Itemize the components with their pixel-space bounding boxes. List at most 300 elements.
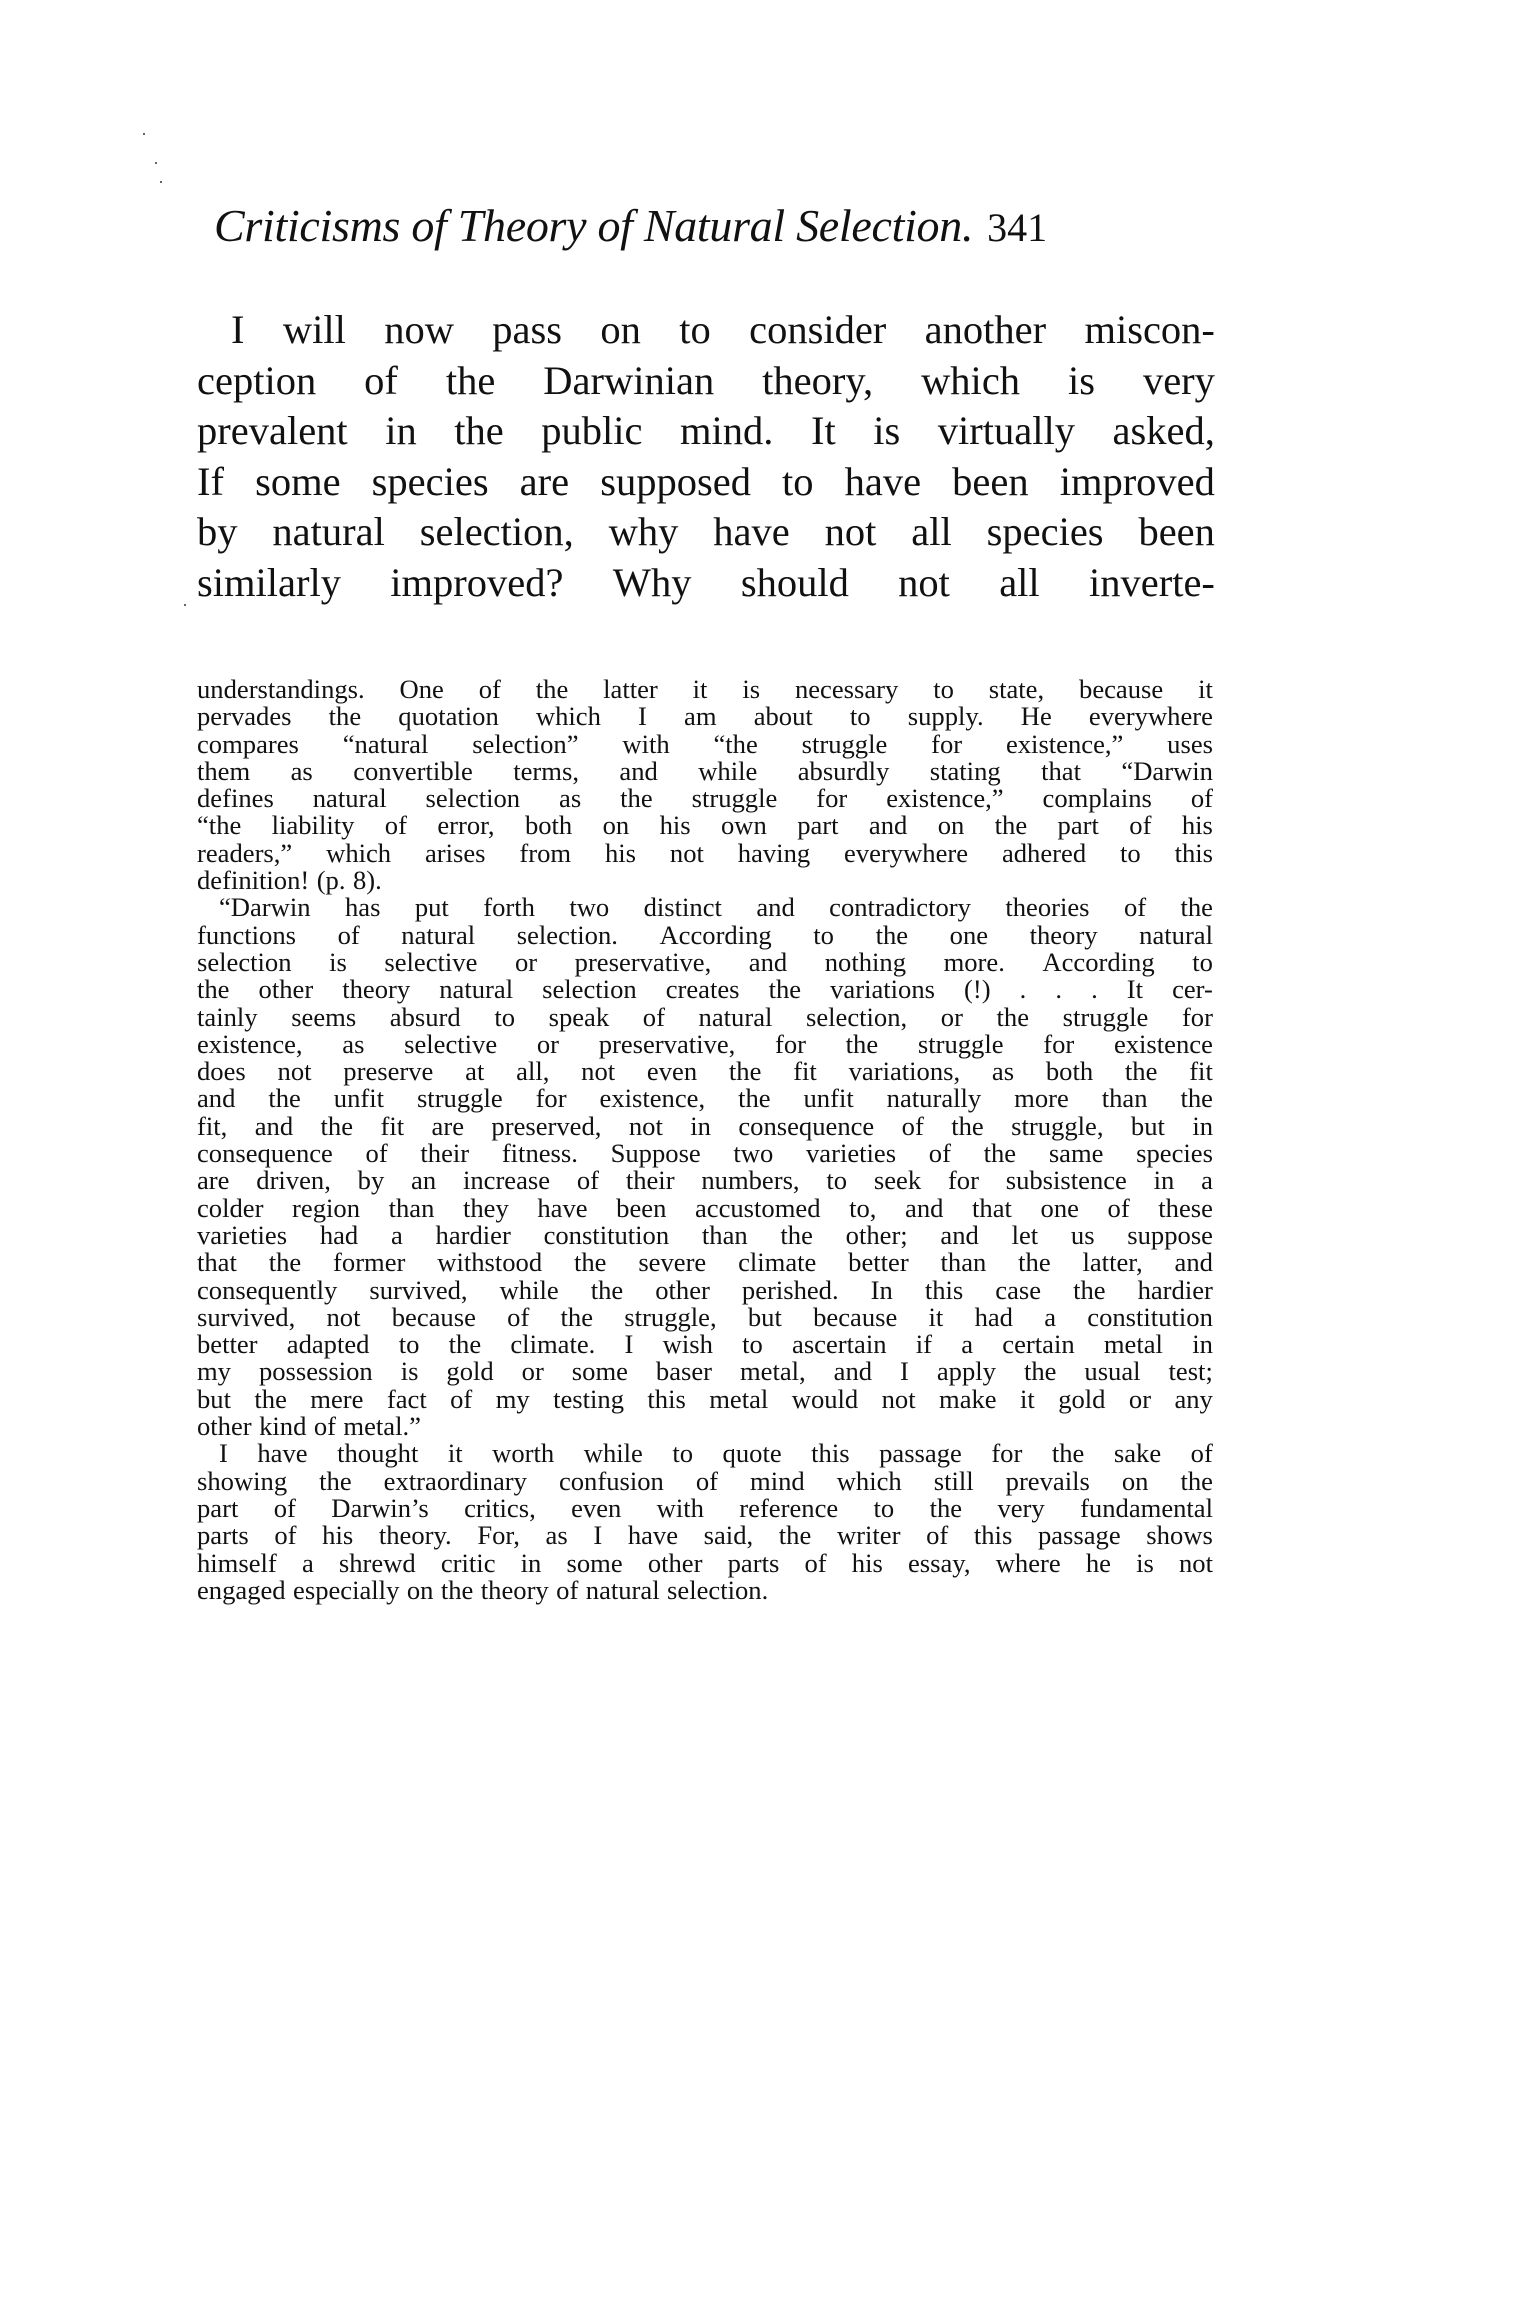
word: is [742,674,761,704]
word: showing [197,1465,288,1496]
word: natural [1139,919,1213,950]
word: their [625,1165,675,1196]
word: the [983,1138,1017,1169]
word: this [973,1520,1013,1551]
running-head [214,196,1214,258]
word: hardier [1137,1274,1213,1305]
word: fit [793,1056,817,1087]
word: but [747,1301,782,1332]
footnote-line [197,837,1213,868]
word: He [1020,701,1052,732]
word: naturally [886,1083,982,1114]
word: better [197,1329,258,1360]
word: have [844,458,922,504]
word: for [931,728,963,759]
word: two [733,1138,774,1169]
word: not [669,837,704,868]
word: and [254,1110,294,1141]
word: case [995,1274,1042,1305]
word: the [929,1492,963,1523]
footnote-line [197,1058,1213,1085]
word: on [600,307,641,352]
word: nothing [824,946,907,977]
footnote-line [197,1413,1213,1440]
word: the [1180,892,1213,923]
word: better [848,1247,909,1278]
word: perished. [741,1274,839,1305]
word: seems [291,1001,357,1032]
word: the [1180,1083,1213,1114]
word: variations, [848,1056,961,1087]
word: the [1051,1438,1085,1469]
word: sake [1113,1438,1162,1469]
word: very [1142,357,1215,403]
word: himself [197,1547,277,1578]
word: (p. [316,865,346,896]
word: functions [197,919,296,950]
word: absurd [389,1001,461,1032]
word: gold [446,1356,494,1387]
word: critics, [464,1492,536,1523]
word: it [447,1438,463,1469]
word: this [924,1274,964,1305]
word: subsistence [1005,1165,1127,1196]
word: to [679,307,711,352]
word: of [642,1001,665,1032]
word: to, [849,1192,877,1223]
word: especially [293,1574,400,1605]
word: other; [845,1219,908,1250]
word: colder [197,1192,264,1223]
word: said, [703,1520,754,1551]
word: struggle, [624,1301,717,1332]
word: have [627,1520,679,1551]
word: prevails [1005,1465,1090,1496]
word: selective [384,946,478,977]
word: According [659,919,772,950]
word: metal, [739,1356,806,1387]
word: should [740,559,849,605]
word: which [921,357,1021,403]
word: all [911,509,952,555]
footnote-line [197,919,1213,950]
word: more [1014,1083,1069,1114]
word: definition! [197,865,310,896]
word: the [445,357,496,403]
word: uses [1167,728,1213,759]
word: climate [738,1247,817,1278]
word: It [810,408,836,454]
word: than [940,1247,987,1278]
word: an [411,1165,437,1196]
word: fitness. [501,1138,578,1169]
footnote-line [197,867,1213,894]
word: the [845,1028,879,1059]
word: and [1174,1247,1213,1278]
word: some [571,1356,628,1387]
word: this [811,1438,850,1469]
word: now [384,307,454,352]
footnote-line [197,1383,1213,1414]
word: mere [310,1383,364,1414]
footnote-line [197,1167,1213,1194]
scan-speck [155,162,157,164]
word: complains [1042,783,1152,814]
word: from [519,837,572,868]
footnote-block [197,676,1213,1604]
word: is [400,1356,419,1387]
word: another [924,307,1047,352]
footnote-line [197,1331,1213,1358]
word: contradictory [829,892,971,923]
word: of [1190,1438,1213,1469]
word: has [344,892,381,923]
word: not [824,509,877,555]
word: readers,” [197,837,293,868]
word: while [583,1438,643,1469]
word: varieties [197,1219,288,1250]
word: I [900,1356,909,1387]
word: and [197,1083,236,1114]
word: their [420,1138,470,1169]
word: and [905,1192,944,1223]
word: them [197,755,251,786]
word: been [1138,509,1215,555]
word: it [928,1301,944,1332]
word: his [1181,810,1213,841]
word: Darwinian [543,357,715,403]
footnote-line [197,755,1213,786]
word: “natural [342,728,429,759]
footnote-line [197,1465,1213,1496]
word: than [701,1219,748,1250]
word: the [780,1219,813,1250]
word: the [590,1274,624,1305]
word: to [1192,946,1213,977]
word: the [197,974,230,1005]
footnote-line [197,785,1213,812]
word: struggle [1062,1001,1149,1032]
word: on [602,810,630,841]
word: tainly [197,1001,258,1032]
footnote-line [197,1440,1213,1467]
word: in [1192,1110,1213,1141]
word: constitution [1087,1301,1213,1332]
word: because [391,1301,476,1332]
footnote-line [197,703,1213,730]
word: of [1123,892,1147,923]
word: of [1129,810,1152,841]
word: to [494,1001,515,1032]
word: apply [936,1356,996,1387]
word: been [952,458,1029,504]
word: or [940,1001,963,1032]
footnote-line [197,1001,1213,1032]
word: to [1120,837,1141,868]
word: this [647,1383,686,1414]
word: us [1070,1219,1095,1250]
word: preserved, [491,1110,602,1141]
word: of [928,1138,951,1169]
word: One [399,674,444,704]
word: According [1042,946,1155,977]
word: part [197,1492,239,1523]
word: creates [665,974,740,1005]
word: it [692,674,708,704]
word: engaged [197,1574,286,1605]
scan-speck [184,604,186,606]
word: put [414,892,449,923]
word: (!) [964,974,991,1005]
word: have [257,1438,308,1469]
word: passage [1037,1520,1121,1551]
word: these [1158,1192,1213,1223]
word: why [608,509,679,555]
word: been [616,1192,667,1223]
footnote-line [197,1085,1213,1112]
word: possession [258,1356,373,1387]
word: not [277,1056,312,1087]
footnote-line [197,728,1213,759]
word: climate. [510,1329,596,1360]
footnote-quote-paragraph [197,894,1213,1440]
word: as [559,783,582,814]
word: for [991,1438,1023,1469]
word: both [1045,1056,1094,1087]
word: the [440,1574,474,1605]
word: hardier [435,1219,511,1250]
footnote-line [197,1547,1213,1578]
word: is [873,408,901,454]
word: preservative, [574,946,712,977]
word: natural [585,1574,660,1605]
word: some [255,458,341,504]
word: survived, [197,1301,296,1332]
word: for [816,783,848,814]
word: metal [1103,1329,1163,1360]
word: the [535,674,569,704]
word: forth [483,892,535,923]
word: that [197,1247,237,1278]
word: selective [404,1028,498,1059]
word: two [569,892,610,923]
word: 8). [352,865,382,896]
word: on [1121,1465,1149,1496]
word: not [881,1383,916,1414]
word: which [326,837,392,868]
word: essay, [908,1547,971,1578]
word: the [328,701,362,732]
word: . [1091,974,1098,1005]
word: Suppose [610,1138,701,1169]
word: fit [1189,1056,1213,1087]
footnote-line [197,1219,1213,1250]
word: by [197,509,238,555]
word: selection [542,974,637,1005]
word: seek [873,1165,922,1196]
word: I [593,1520,603,1551]
page-number: 341 [987,205,1048,250]
word: severe [638,1247,707,1278]
word: for [774,1028,806,1059]
footnote-line [197,1301,1213,1332]
word: pervades [197,701,292,732]
word: which [535,701,601,732]
word: it [1020,1383,1035,1414]
word: baser [655,1356,713,1387]
word: thought [337,1438,419,1469]
word: pass [492,307,563,352]
word: where [995,1547,1061,1578]
word: speak [548,1001,610,1032]
word: unfit [333,1083,385,1114]
word: certain [1002,1329,1075,1360]
word: on [937,810,965,841]
word: “Darwin [219,892,311,923]
word: species [986,509,1104,555]
word: as [991,1056,1015,1087]
word: in [690,1110,711,1141]
word: in [385,408,417,454]
word: a [301,1547,314,1578]
word: that [1041,755,1081,786]
footnote-line [197,976,1213,1003]
word: if [915,1329,933,1360]
word: to [933,674,954,704]
word: suppose [1127,1219,1213,1250]
word: of [274,1520,297,1551]
word: the [268,1247,302,1278]
word: critic [440,1547,496,1578]
word: latter, [1082,1247,1143,1278]
footnote-line [197,1110,1213,1141]
word: having [737,837,811,868]
word: public [541,408,643,454]
word: metal [709,1383,769,1414]
word: species [371,458,489,504]
word: mind. [680,408,774,454]
word: are [519,458,570,504]
footnote-line [197,812,1213,839]
word: by [357,1165,385,1196]
word: virtually [937,408,1076,454]
word: as [290,755,313,786]
word: but [1130,1110,1165,1141]
word: arises [424,837,486,868]
word: In [870,1274,893,1305]
word: the [254,1383,287,1414]
word: not [581,1056,616,1087]
word: former [333,1247,406,1278]
word: of [1190,783,1213,814]
word: the [319,1465,352,1496]
word: had [974,1301,1013,1332]
word: the [268,1083,301,1114]
word: with [622,728,670,759]
word: latter [603,674,658,704]
word: of [576,1165,600,1196]
word: still [933,1465,974,1496]
word: preserve [343,1056,434,1087]
word: the [778,1520,812,1551]
word: existence,” [1005,728,1124,759]
word: theory [480,1574,549,1605]
word: necessary [794,674,899,704]
word: his [322,1520,354,1551]
word: struggle [917,1028,1004,1059]
word: for [947,1165,979,1196]
word: or [536,1028,559,1059]
word: in [1192,1329,1213,1360]
word: terms, [513,755,579,786]
word: increase [462,1165,551,1196]
word: existence, [197,1028,303,1059]
word: and [748,946,788,977]
word: of [384,810,407,841]
scan-speck [143,133,145,135]
footnote-line [197,1522,1213,1549]
word: not [326,1301,361,1332]
word: quote [722,1438,782,1469]
word: liability [271,810,355,841]
word: variations [830,974,935,1005]
word: numbers, [701,1165,800,1196]
word: own [721,810,767,841]
word: adapted [286,1329,370,1360]
word: part [797,810,839,841]
word: natural [698,1001,773,1032]
word: would [791,1383,859,1414]
word: theory. [378,1520,452,1551]
word: to [398,1329,420,1360]
word: for [535,1083,567,1114]
word: some [566,1547,623,1578]
word: in [1153,1165,1175,1196]
word: very [997,1492,1045,1523]
word: the [1018,1247,1051,1278]
word: absurdly [797,755,890,786]
word: to [849,701,871,732]
word: gold [1058,1383,1106,1414]
word: fact [386,1383,427,1414]
word: the [620,783,653,814]
word: distinct [643,892,722,923]
word: error, [437,810,495,841]
word: they [462,1192,509,1223]
word: If [197,458,224,504]
footnote-line [197,1492,1213,1523]
word: is [1067,357,1095,403]
word: prevalent [197,408,348,454]
word: For, [477,1520,520,1551]
word: state, [988,674,1045,704]
word: or [521,1356,544,1387]
word: or [514,946,538,977]
footnote-paragraph [197,1440,1213,1604]
word: usual [1084,1356,1141,1387]
footnote-line [197,946,1213,977]
word: and [868,810,908,841]
word: selection, [419,509,574,555]
word: “the [197,810,242,841]
word: of [273,1492,296,1523]
word: “Darwin [1121,755,1213,786]
word: a [961,1329,974,1360]
word: any [1174,1383,1213,1414]
word: of [365,1138,388,1169]
word: . [1055,974,1063,1005]
word: I [231,307,245,352]
